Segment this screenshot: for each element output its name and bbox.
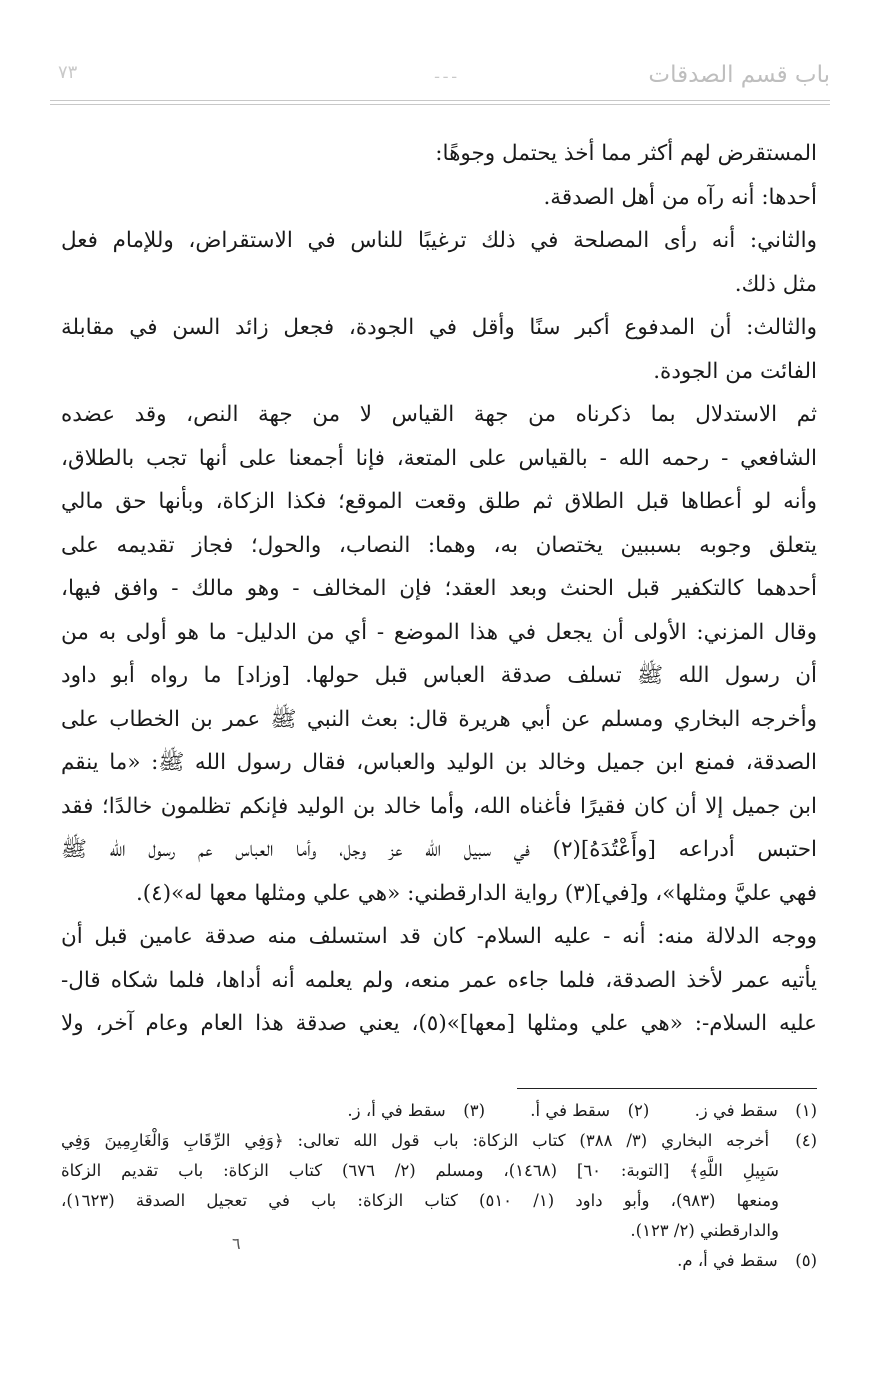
footnote-4: [61, 1126, 817, 1156]
text-line: والثاني: أنه رأى المصلحة في ذلك ترغيبًا للناس في الاستقراض، وللإمام فعل: [61, 228, 817, 253]
footnote-4-continued: سَبِيلِ اللَّهِ﴾ [التوبة: ٦٠] (١٤٦٨)، ومسلم (٢/ ٦٧٦) كتاب الزكاة: باب تقديم الزكاة: [61, 1161, 779, 1180]
footnote-text: سقط في أ.: [530, 1101, 611, 1120]
text-line: أحدها: أنه رآه من أهل الصدقة.: [543, 184, 817, 210]
text-line: أن رسول الله ﷺ تسلف صدقة العباس قبل حولها. [وزاد] ما رواه أبو داود: [61, 663, 817, 688]
footnote-number: (٣): [463, 1101, 486, 1120]
footnotes: [61, 1096, 817, 1276]
text-line: عليه السلام-: «هي علي ومثلها [معها]»(٥)، يعني صدقة هذا العام وعام آخر، ولا: [61, 1011, 817, 1036]
running-header: [50, 58, 830, 108]
footnote-3: [347, 1096, 485, 1126]
header-ornament: ـ ـ ـ: [435, 66, 457, 82]
footnote-1: [695, 1096, 817, 1126]
text-line: وقال المزني: الأولى أن يجعل في هذا الموضع - أي من الدليل- ما هو أولى به من: [61, 619, 817, 645]
text-line: ووجه الدلالة منه: أنه - عليه السلام- كان قد استسلف منه صدقة عامين قبل أن: [61, 924, 817, 949]
text-line: يتعلق وجوبه بسببين يختصان به، وهما: النصاب، والحول؛ فجاز تقديمه على: [61, 532, 817, 558]
footnote-separator: [517, 1088, 817, 1089]
footnote-text: سقط في ز.: [694, 1101, 778, 1120]
text-line: مثل ذلك.: [734, 271, 817, 297]
header-rule-double: [50, 104, 830, 105]
footnote-number: (١): [795, 1101, 817, 1120]
page-number: ٧٣: [58, 62, 78, 83]
text-line: الصدقة، فمنع ابن جميل وخالد بن الوليد والعباس، فقال رسول الله ﷺ: «ما ينقم: [61, 750, 817, 775]
footnote-text: سقط في أ، م.: [677, 1251, 778, 1270]
text-line: وأنه لو أعطاها قبل الطلاق ثم طلق وقعت الموقع؛ فكذا الزكاة، وبأنها حق مالي: [61, 489, 817, 514]
footnote-5: [61, 1246, 817, 1276]
footnote-4-continued: والدارقطني (٢/ ١٢٣).: [630, 1221, 779, 1240]
text-line: والثالث: أن المدفوع أكبر سنًا وأقل في الجودة، فجعل زائد السن في مقابلة: [61, 315, 817, 340]
footnote-number: (٢): [627, 1101, 650, 1120]
text-line: احتبس أدراعه [وأَعْتُدَهُ](٢) في سبيل الله عز وجل، وأما العباس عم رسول الله ﷺ: [61, 837, 817, 862]
header-rule: [50, 100, 830, 101]
text-line: ابن جميل إلا أن كان فقيرًا فأغناه الله، وأما خالد بن الوليد فإنكم تظلمون خالدًا؛ فقد: [61, 793, 817, 819]
footnote-number: (٥): [795, 1251, 817, 1270]
footnote-text: سقط في أ، ز.: [347, 1101, 446, 1120]
text-line: ثم الاستدلال بما ذكرناه من جهة القياس لا من جهة النص، وقد عضده: [61, 402, 817, 427]
main-text: [61, 132, 817, 1046]
footnote-row: [61, 1096, 817, 1126]
margin-mark: ٦: [232, 1234, 241, 1253]
footnote-text: أخرجه البخاري (٣/ ٣٨٨) كتاب الزكاة: باب قول الله تعالى: ﴿وَفِي الرِّقَابِ وَالْغَارِمِينَ وَفِي: [61, 1131, 770, 1150]
text-line: وأخرجه البخاري ومسلم عن أبي هريرة قال: بعث النبي ﷺ عمر بن الخطاب على: [61, 706, 817, 732]
text-line: المستقرض لهم أكثر مما أخذ يحتمل وجوهًا:: [435, 141, 817, 166]
chapter-title: باب قسم الصدقات: [648, 62, 830, 88]
text-line: يأتيه عمر لأخذ الصدقة، فلما جاءه عمر منعه، ولم يعلمه أنه أداها، فلما شكاه قال-: [61, 967, 817, 993]
footnote-4-continued: ومنعها (٩٨٣)، وأبو داود (١/ ٥١٠) كتاب الزكاة: باب في تعجيل الصدقة (١٦٢٣)،: [61, 1191, 779, 1210]
text-line: فهي عليَّ ومثلها»، و[في](٣) رواية الدارقطني: «هي علي ومثلها معها له»(٤).: [135, 880, 817, 906]
footnote-2: [530, 1096, 649, 1126]
footnote-number: (٤): [795, 1131, 817, 1150]
text-line: الفائت من الجودة.: [653, 358, 817, 384]
text-line: الشافعي - رحمه الله - بالقياس على المتعة، فإنا أجمعنا على أنها تجب بالطلاق،: [61, 445, 817, 471]
text-line: أحدهما كالتكفير قبل الحنث وبعد العقد؛ فإن المخالف - وهو مالك - وافق فيها،: [61, 576, 817, 601]
